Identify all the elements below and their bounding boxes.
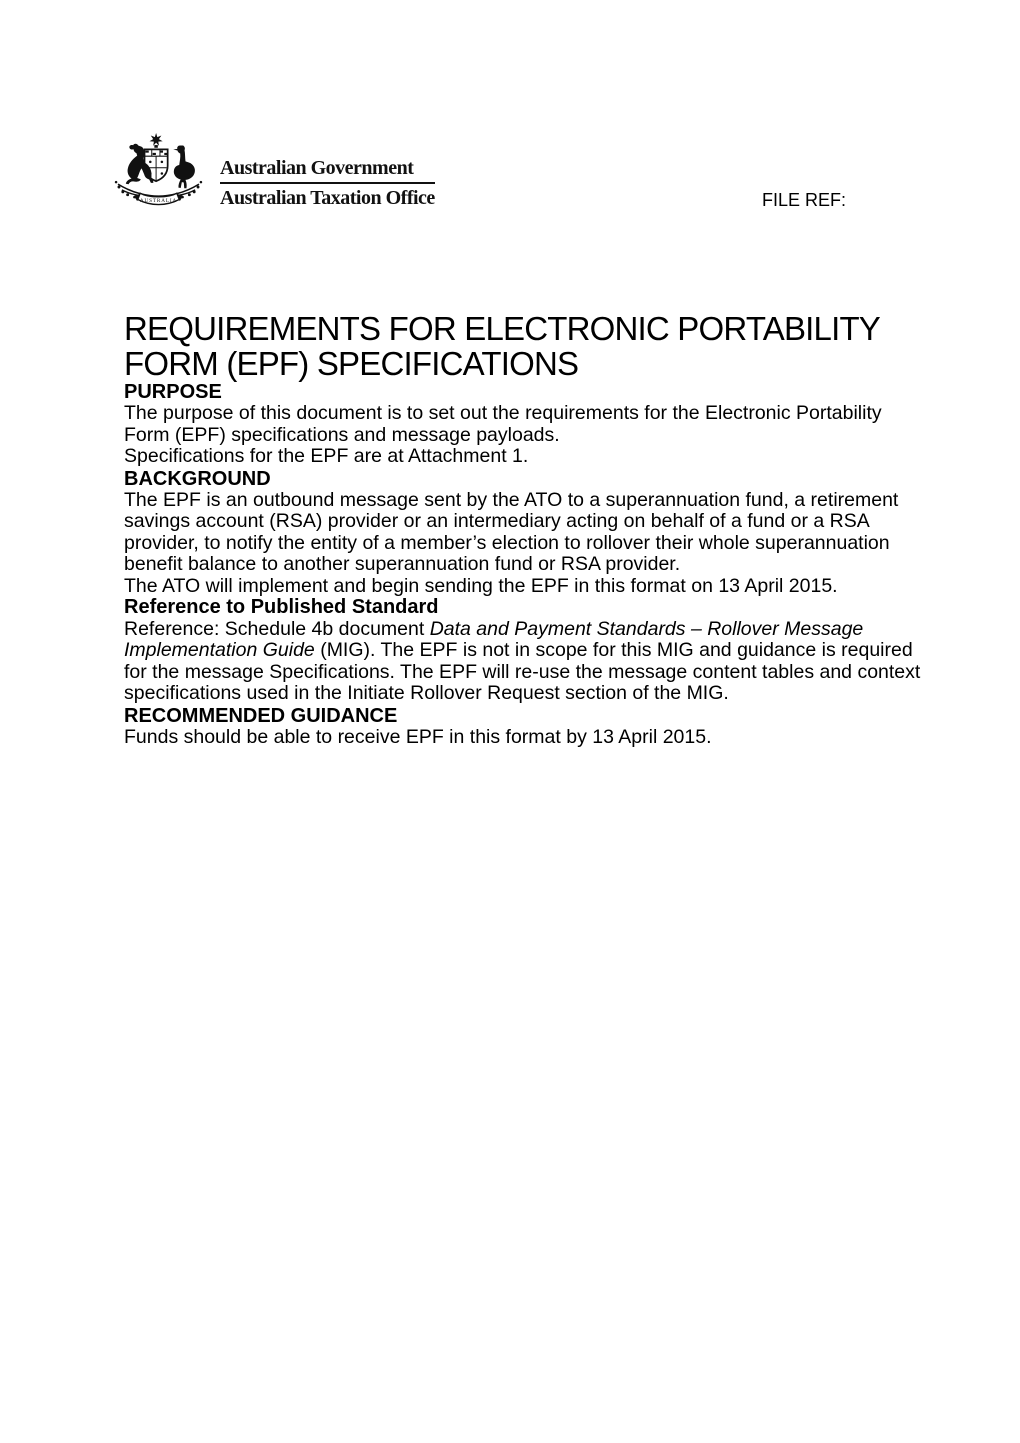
page-header <box>0 0 1020 214</box>
subsection-heading-reference: Reference to Published Standard <box>124 596 439 618</box>
paragraph-reference <box>124 619 924 705</box>
star-icon <box>150 133 163 146</box>
document-title: REQUIREMENTS FOR ELECTRONIC PORTABILITY FORM (EPF) SPECIFICATIONS <box>124 310 880 382</box>
reference-text-before: Reference: Schedule 4b document <box>124 617 430 640</box>
section-heading-background: BACKGROUND <box>124 467 271 490</box>
logo-government-line: Australian Government <box>220 158 435 184</box>
document-body <box>124 311 924 748</box>
reference-text-after: (MIG). The EPF is not in scope for this MIG and guidance is required for the message Specifications. The EPF will re-use the message content tables and context specifications used in the Initiate Rollover Request section of the MIG. <box>124 639 921 704</box>
section-heading-purpose: PURPOSE <box>124 381 222 403</box>
reference-standard-title: Data and Payment Standards – Rollover Message Implementation Guide <box>124 617 864 661</box>
section-heading-recommended-guidance: RECOMMENDED GUIDANCE <box>124 704 398 727</box>
paragraph-purpose-1: The purpose of this document is to set out the requirements for the Electronic Portability Form (EPF) specifications and message payloads. <box>124 402 882 446</box>
logo-text <box>220 158 435 208</box>
ato-logo <box>110 133 435 214</box>
paragraph-background-1: The EPF is an outbound message sent by the ATO to a superannuation fund, a retirement savings account (RSA) provider or an intermediary acting on behalf of a fund or a RSA provider, to notify the entity of a member’s election to rollover their whole superannuation benefit balance to another superannuation fund or RSA provider. <box>124 488 899 575</box>
paragraph-recommended-guidance-1: Funds should be able to receive EPF in this format by 13 April 2015. <box>124 725 712 748</box>
file-ref-label: FILE REF: <box>761 190 846 210</box>
emu-icon <box>173 145 195 188</box>
logo-agency-line: Australian Taxation Office <box>220 187 435 209</box>
paragraph-purpose-2: Specifications for the EPF are at Attachment 1. <box>124 445 529 467</box>
australian-coat-of-arms-icon <box>110 133 207 214</box>
paragraph-background-2: The ATO will implement and begin sending the EPF in this format on 13 April 2015. <box>124 574 838 597</box>
crest-banner-text: AUSTRALIA <box>139 198 178 205</box>
